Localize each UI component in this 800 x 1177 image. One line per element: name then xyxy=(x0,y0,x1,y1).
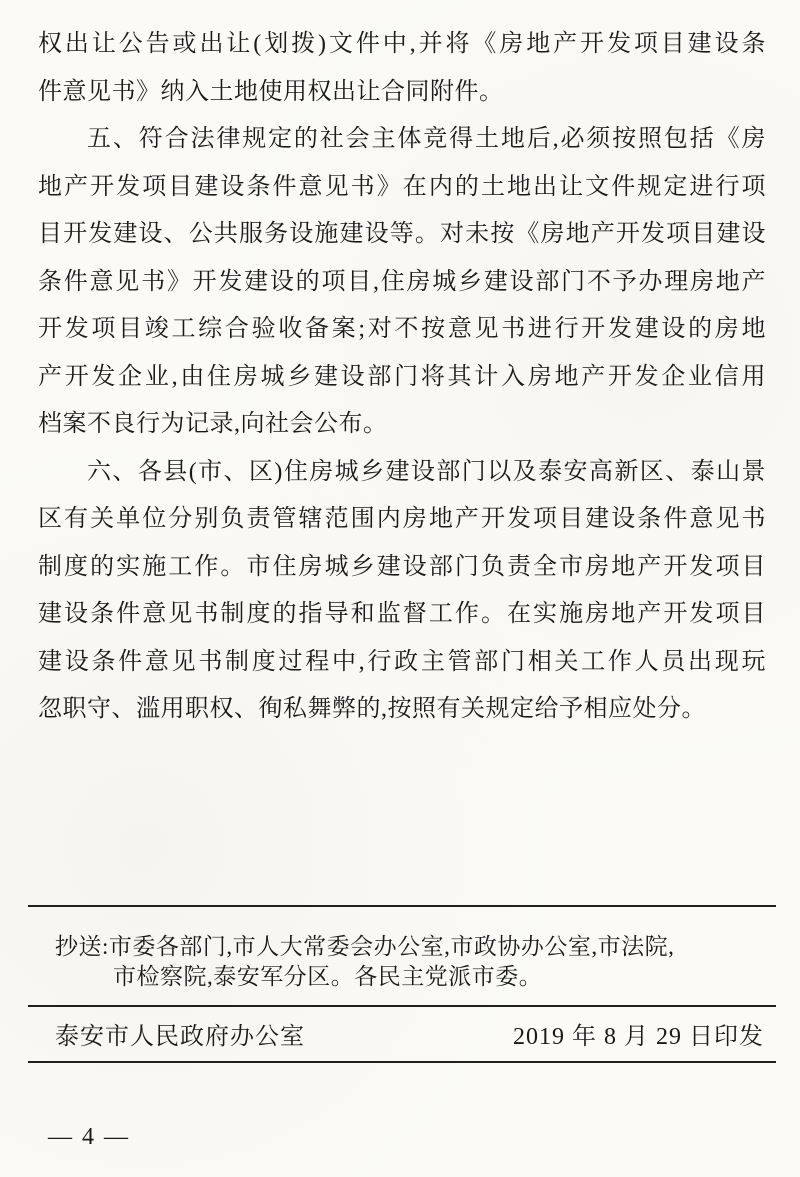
copy-note-block xyxy=(55,932,765,992)
body-line: 建设条件意见书制度过程中,行政主管部门相关工作人员出现玩 xyxy=(38,648,766,675)
body-line: 条件意见书》开发建设的项目,住房城乡建设部门不予办理房地产 xyxy=(38,268,766,295)
divider-line-top xyxy=(28,905,776,907)
body-line: 建设条件意见书制度的指导和监督工作。在实施房地产开发项目 xyxy=(38,601,766,627)
divider-line-bottom xyxy=(28,1061,776,1063)
body-line: 件意见书》纳入土地使用权出让合同附件。 xyxy=(38,78,504,105)
print-date: 2019 年 8 月 29 日印发 xyxy=(513,1024,764,1050)
body-line: 制度的实施工作。市住房城乡建设部门负责全市房地产开发项目 xyxy=(38,553,766,580)
issuing-office: 泰安市人民政府办公室 xyxy=(55,1024,305,1050)
page-number: — 4 — xyxy=(48,1124,130,1150)
body-line: 产开发企业,由住房城乡建设部门将其计入房地产开发企业信用 xyxy=(38,363,766,390)
divider-line-middle xyxy=(28,1005,776,1007)
body-line: 区有关单位分别负责管辖范围内房地产开发项目建设条件意见书 xyxy=(38,506,766,532)
body-line: 忽职守、滥用职权、徇私舞弊的,按照有关规定给予相应处分。 xyxy=(38,696,706,722)
document-body xyxy=(38,21,766,734)
body-line: 六、各县(市、区)住房城乡建设部门以及泰安高新区、泰山景 xyxy=(87,458,766,485)
body-line: 目开发建设、公共服务设施建设等。对未按《房地产开发项目建设 xyxy=(38,221,766,247)
body-line: 开发项目竣工综合验收备案;对不按意见书进行开发建设的房地 xyxy=(38,316,766,342)
body-line: 档案不良行为记录,向社会公布。 xyxy=(38,411,388,437)
body-line: 权出让公告或出让(划拨)文件中,并将《房地产开发项目建设条 xyxy=(38,31,766,57)
copy-note-line: 市检察院,泰安军分区。各民主党派市委。 xyxy=(113,964,543,989)
body-line: 地产开发项目建设条件意见书》在内的土地出让文件规定进行项 xyxy=(38,173,766,200)
body-line: 五、符合法律规定的社会主体竞得土地后,必须按照包括《房 xyxy=(87,126,766,152)
copy-note-line: 抄送:市委各部门,市人大常委会办公室,市政协办公室,市法院, xyxy=(55,934,675,959)
issue-info-row xyxy=(55,1022,764,1052)
